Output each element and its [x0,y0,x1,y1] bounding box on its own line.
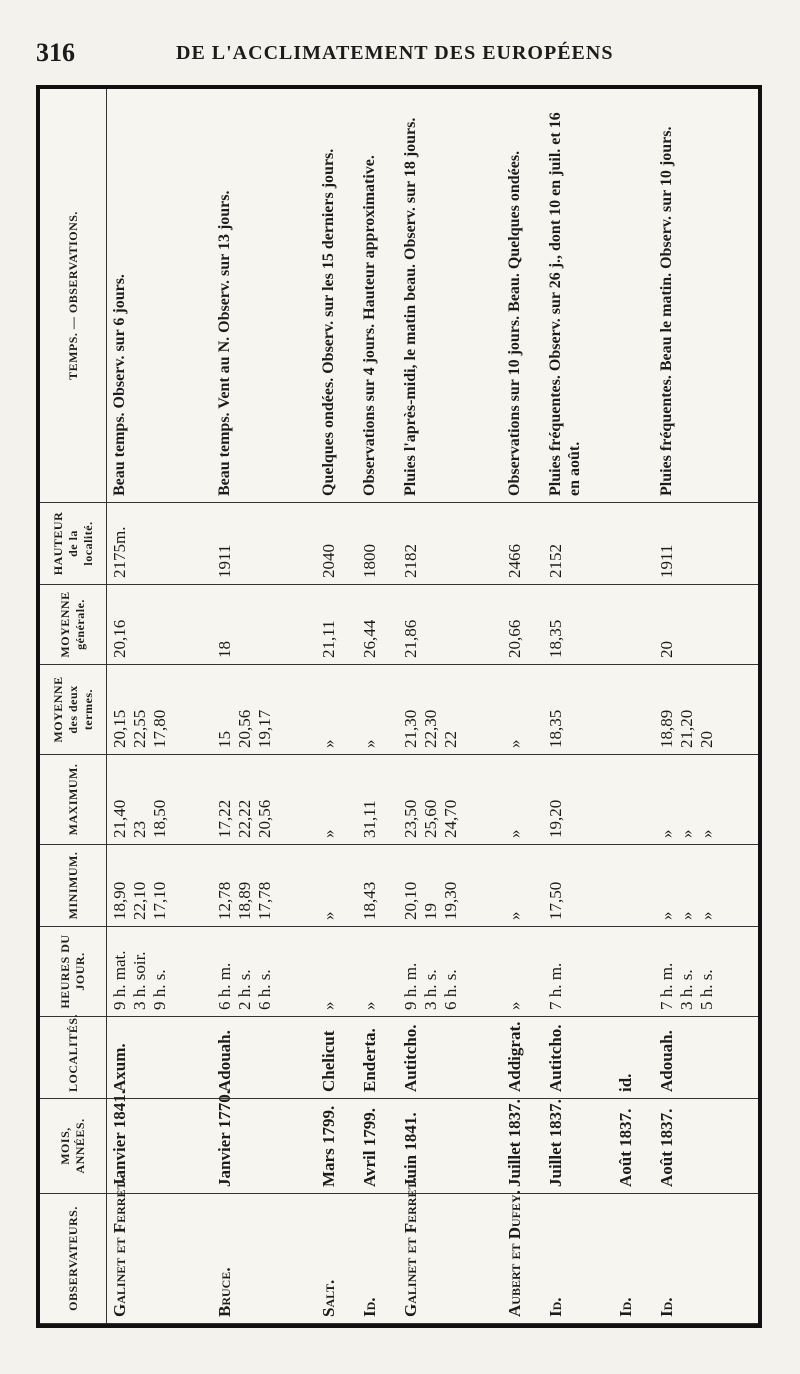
cell-localite: Adouah. [654,1017,758,1099]
cell-localite: Adouah. [212,1017,316,1099]
table-row [543,89,612,1324]
cell-moyenne-deux: 18,89 21,20 20 [654,665,758,755]
cell-observateur: Id. [613,1194,654,1324]
cell-hauteur: 2040 [316,503,357,585]
cell-heures: » [316,927,357,1017]
cell-localite: Autitcho. [398,1017,502,1099]
cell-minimum: » [502,845,543,927]
cell-heures: » [357,927,398,1017]
page-header [36,38,776,72]
cell-observations: Pluies fréquentes. Observ. sur 26 j., dont 10 en juil. et 16 en août. [543,89,612,503]
cell-heures: 9 h. mat. 3 h. soir. 9 h. s. [107,927,212,1017]
cell-localite: Enderta. [357,1017,398,1099]
cell-observations: Quelques ondées. Observ. sur les 15 derniers jours. [316,89,357,503]
cell-moyenne-generale: 21,86 [398,585,502,665]
cell-observations: Beau temps. Observ. sur 6 jours. [107,89,212,503]
cell-moyenne-deux: 15 20,56 19,17 [212,665,316,755]
cell-observateur: Bruce. [212,1194,316,1324]
cell-mois: Mars 1799. [316,1099,357,1194]
cell-mois: Janvier 1841. [107,1099,212,1194]
rotated-table-container [40,89,758,1324]
cell-mois: Juillet 1837. [502,1099,543,1194]
cell-observations: Beau temps. Vent au N. Observ. sur 13 jours. [212,89,316,503]
table-row [654,89,758,1324]
cell-maximum: 23,50 25,60 24,70 [398,755,502,845]
cell-maximum: » » » [654,755,758,845]
cell-moyenne-deux: 20,15 22,55 17,80 [107,665,212,755]
table-row [613,89,654,1324]
cell-moyenne-generale: 18 [212,585,316,665]
cell-hauteur: 2152 [543,503,612,585]
cell-observateur: Galinet et Ferret. [107,1194,212,1324]
cell-maximum: 17,22 22,22 20,56 [212,755,316,845]
cell-hauteur: 1911 [212,503,316,585]
header-mois: MOIS, ANNÉES. [40,1099,107,1194]
cell-hauteur: 2182 [398,503,502,585]
header-moyenne-generale: MOYENNE générale. [40,585,107,665]
cell-observateur: Aubert et Dufey. [502,1194,543,1324]
cell-heures: 7 h. m. 3 h. s. 5 h. s. [654,927,758,1017]
cell-hauteur: 2466 [502,503,543,585]
cell-heures: » [502,927,543,1017]
cell-mois: Avril 1799. [357,1099,398,1194]
header-maximum: MAXIMUM. [40,755,107,845]
cell-hauteur: 1800 [357,503,398,585]
cell-heures: 6 h. m. 2 h. s. 6 h. s. [212,927,316,1017]
cell-minimum: 18,90 22,10 17,10 [107,845,212,927]
cell-localite: Addigrat. [502,1017,543,1099]
cell-observateur: Id. [543,1194,612,1324]
cell-maximum: » [502,755,543,845]
cell-localite: id. [613,1017,654,1099]
table-body [107,89,759,1324]
running-title: DE L'ACCLIMATEMENT DES EUROPÉENS [176,42,614,64]
cell-observations: Pluies l'après-midi, le matin beau. Observ. sur 18 jours. [398,89,502,503]
cell-observations: Observations sur 4 jours. Hauteur approximative. [357,89,398,503]
cell-observateur: Galinet et Ferret. [398,1194,502,1324]
cell-minimum [613,845,654,927]
cell-mois: Août 1837. [654,1099,758,1194]
temperature-table [40,88,758,1324]
cell-moyenne-generale: 20,66 [502,585,543,665]
cell-localite: Autitcho. [543,1017,612,1099]
header-minimum: MINIMUM. [40,845,107,927]
header-observations: TEMPS. — OBSERVATIONS. [40,89,107,503]
cell-heures: 7 h. m. [543,927,612,1017]
table-row [212,89,316,1324]
table-row [398,89,502,1324]
cell-maximum [613,755,654,845]
cell-moyenne-deux: » [502,665,543,755]
cell-observateur: Id. [357,1194,398,1324]
cell-heures [613,927,654,1017]
cell-observations: Pluies fréquentes. Beau le matin. Observ. sur 10 jours. [654,89,758,503]
cell-hauteur: 2175m. [107,503,212,585]
cell-moyenne-deux: » [316,665,357,755]
cell-observateur: Id. [654,1194,758,1324]
cell-moyenne-generale: 21,11 [316,585,357,665]
cell-observations: Observations sur 10 jours. Beau. Quelques ondées. [502,89,543,503]
table-row [502,89,543,1324]
cell-maximum: 21,40 23 18,50 [107,755,212,845]
cell-moyenne-deux: 18,35 [543,665,612,755]
cell-minimum: » [316,845,357,927]
cell-maximum: » [316,755,357,845]
header-moyenne-deux: MOYENNE des deux termes. [40,665,107,755]
cell-moyenne-generale: 20 [654,585,758,665]
table-row [316,89,357,1324]
table-row [357,89,398,1324]
cell-moyenne-generale: 26,44 [357,585,398,665]
cell-moyenne-generale: 20,16 [107,585,212,665]
header-observateurs: OBSERVATEURS. [40,1194,107,1324]
cell-localite: Axum. [107,1017,212,1099]
cell-mois: Juillet 1837. [543,1099,612,1194]
header-hauteur: HAUTEUR de la localité. [40,503,107,585]
cell-minimum: 18,43 [357,845,398,927]
header-heures: HEURES DU JOUR. [40,927,107,1017]
cell-minimum: 12,78 18,89 17,78 [212,845,316,927]
table-header-row [40,89,107,1324]
cell-minimum: » » » [654,845,758,927]
cell-mois: Janvier 1770. [212,1099,316,1194]
cell-hauteur: 1911 [654,503,758,585]
cell-minimum: 20,10 19 19,30 [398,845,502,927]
cell-observations [613,89,654,503]
header-localites: LOCALITÉS. [40,1017,107,1099]
cell-mois: Août 1837. [613,1099,654,1194]
cell-moyenne-deux: 21,30 22,30 22 [398,665,502,755]
cell-moyenne-deux: » [357,665,398,755]
cell-moyenne-generale [613,585,654,665]
cell-moyenne-deux [613,665,654,755]
page-number: 316 [36,38,75,67]
cell-maximum: 31,11 [357,755,398,845]
table-row [107,89,212,1324]
table-frame [36,85,762,1328]
cell-moyenne-generale: 18,35 [543,585,612,665]
cell-mois: Juin 1841. [398,1099,502,1194]
cell-maximum: 19,20 [543,755,612,845]
cell-hauteur [613,503,654,585]
cell-minimum: 17,50 [543,845,612,927]
cell-observateur: Salt. [316,1194,357,1324]
cell-localite: Chelicut [316,1017,357,1099]
cell-heures: 9 h. m. 3 h. s. 6 h. s. [398,927,502,1017]
